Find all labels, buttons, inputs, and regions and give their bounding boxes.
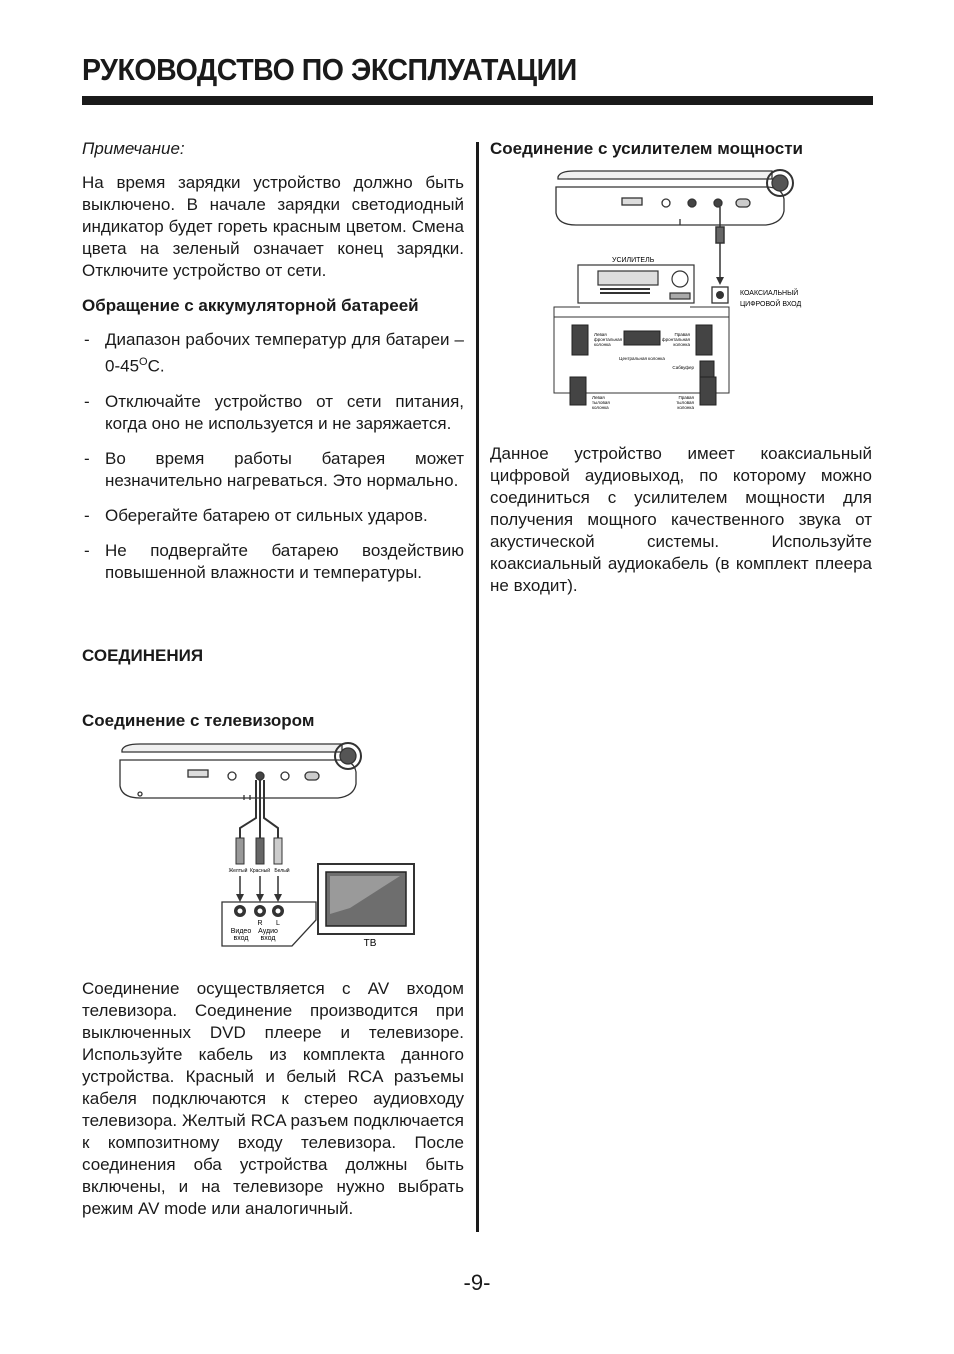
speaker-label-center: Центральная колонка (619, 356, 665, 361)
battery-item: - Не подвергайте батарею воздействию повышенной влажности и температуры. (82, 540, 464, 584)
speaker-label-front-right: фронтальная (661, 337, 690, 342)
video-input-label: вход (233, 935, 249, 942)
tv-heading: Соединение с телевизором (82, 711, 315, 730)
plug-label-yellow: Желтый (228, 868, 248, 874)
connections-heading: СОЕДИНЕНИЯ (82, 646, 204, 665)
battery-item: - Диапазон рабочих температур для батареи – $0-45^OC$. (82, 329, 464, 378)
speaker-label-front-left: фронтальная (594, 337, 623, 342)
page-number: -9- (463, 1270, 491, 1295)
battery-heading: Обращение с аккумуляторной батареей (82, 296, 419, 315)
speaker-label-front-left: Левая (594, 332, 607, 337)
jack-label-l: L (276, 920, 280, 927)
tv-connection-text: Соединение осуществляется с AV входом телевизора. Соединение производится при выключенных DVD плеере и телевизоре. Используйте кабель из комплекта данного устройства. Красный и белый RCA разъемы кабеля подключаются к стерео аудиовходу телевизора. Желтый RCA разъем подключается к композитному входу телевизора. После соединения оба устройства должны быть включены, и на телевизоре нужно выбрать режим AV mode или аналогичный. (82, 979, 464, 1218)
video-input-label: Видео (230, 928, 252, 935)
battery-item: - Во время работы батарея может незначительно нагреваться. Это нормально. (82, 448, 464, 492)
battery-item: - Оберегайте батарею от сильных ударов. (82, 505, 464, 527)
amplifier-connection-diagram (540, 165, 825, 415)
column-divider (476, 142, 479, 1232)
dvd-player-illustration (556, 170, 793, 225)
note-text: На время зарядки устройство должно быть выключено. В начале зарядки светодиодный индикатор будет гореть красным цветом. Смена цвета на зеленый означает конец зарядки. Отключите устройство от сети. (82, 173, 464, 280)
battery-list (82, 329, 464, 584)
coaxial-input-jack-hole (716, 291, 724, 299)
dvd-player-illustration (120, 743, 361, 800)
speaker-label-subwoofer: Сабвуфер (672, 365, 694, 370)
speaker-label-rear-right: Правая (678, 395, 694, 400)
speaker-label-rear-right: колонка (677, 405, 694, 410)
amplifier-illustration (578, 265, 694, 303)
speaker-label-rear-left: колонка (592, 405, 609, 410)
speaker-label-front-right: Правая (674, 332, 690, 337)
note-label: Примечание: (82, 139, 185, 158)
plug-label-red: Красный (249, 868, 271, 874)
left-column-top (82, 138, 464, 584)
coaxial-input-label: КОАКСИАЛЬНЫЙ (740, 290, 799, 297)
title-rule (82, 96, 873, 105)
audio-input-label: вход (260, 935, 276, 942)
tv-connection-diagram (110, 738, 440, 950)
speaker-label-front-left: колонка (594, 342, 611, 347)
speaker-label-front-right: колонка (673, 342, 690, 347)
tv-label: ТВ (363, 938, 377, 949)
amp-heading: Соединение с усилителем мощности (490, 139, 803, 158)
speaker-label-rear-left: тыловая (592, 400, 610, 405)
amplifier-label: УСИЛИТЕЛЬ (612, 257, 655, 264)
page-title: РУКОВОДСТВО ПО ЭКСПЛУАТАЦИИ (82, 52, 577, 87)
jack-label-r: R (257, 920, 263, 927)
coaxial-input-label: ЦИФРОВОЙ ВХОД (740, 301, 802, 308)
plug-label-white: Белый (274, 868, 290, 874)
speaker-label-rear-right: тыловая (676, 400, 694, 405)
speaker-label-rear-left: Левая (592, 395, 605, 400)
amp-connection-text: Данное устройство имеет коаксиальный цифровой аудиовыход, по которому можно соединиться с усилителем мощности для получения мощного качественного звука от акустической системы. Используйте коаксиальный аудиокабель (в комплект плеера не входит). (490, 444, 872, 595)
battery-item: - Отключайте устройство от сети питания, когда оно не используется и не заряжается. (82, 391, 464, 435)
audio-input-label: Аудио (258, 928, 278, 935)
tv-illustration (318, 864, 414, 934)
